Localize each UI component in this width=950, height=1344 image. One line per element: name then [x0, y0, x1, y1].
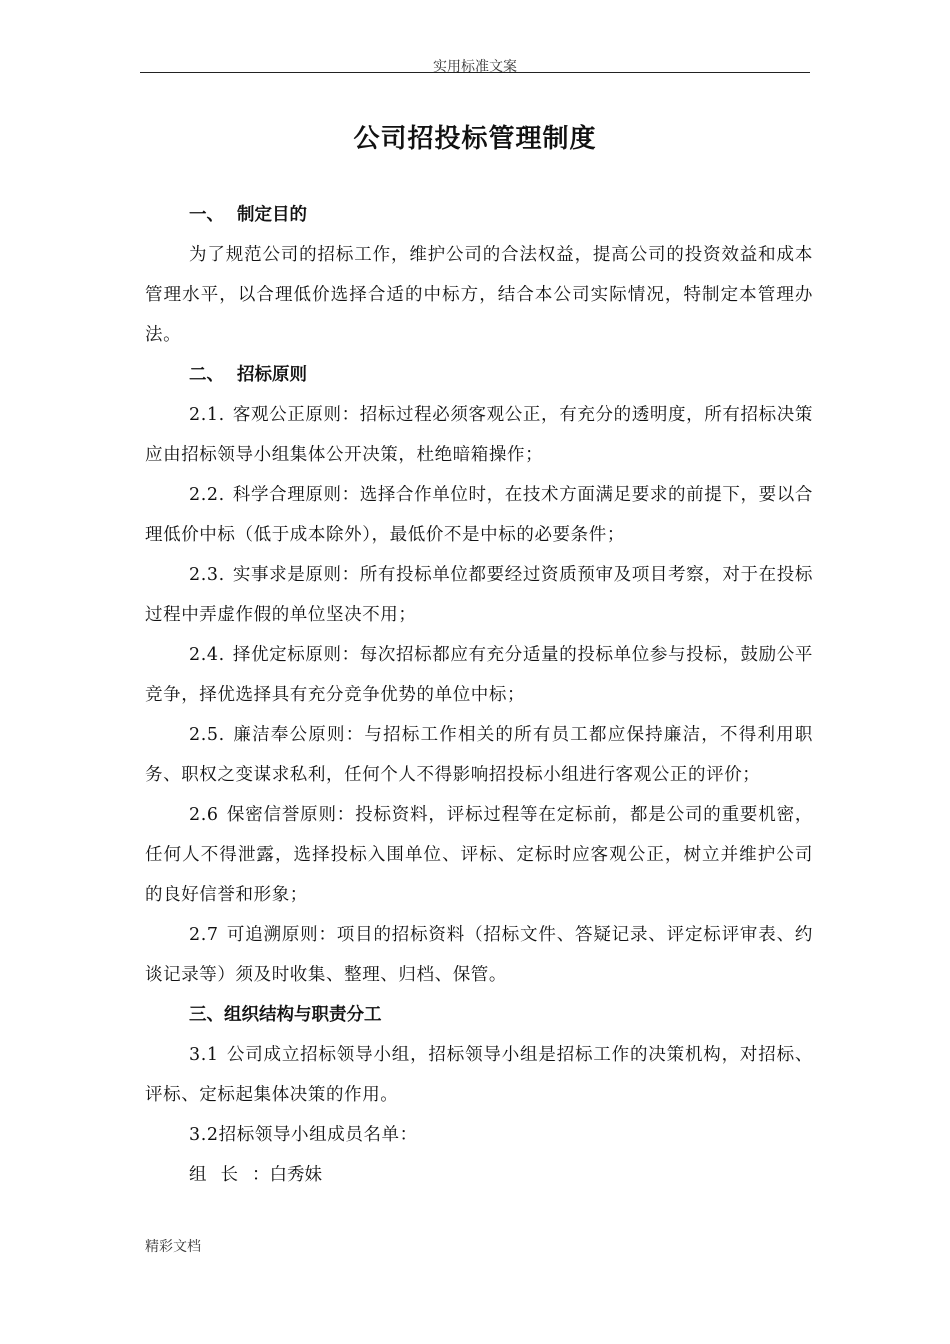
document-body	[145, 195, 813, 1195]
section-label: 招标原则	[237, 365, 307, 385]
section-heading-3: 三、组织结构与职责分工	[189, 1005, 382, 1025]
principle-item	[145, 915, 813, 995]
item-number: 2.2.	[189, 485, 225, 505]
organization-item	[145, 1035, 813, 1115]
item-text: 招标领导小组成员名单：	[218, 1125, 418, 1145]
principle-item	[145, 795, 813, 915]
item-number: 3.1	[189, 1045, 219, 1065]
section-number: 二、	[189, 365, 224, 385]
item-text: 科学合理原则：选择合作单位时，在技术方面满足要求的前提下，要以合理低价中标（低于成本除外），最低价不是中标的必要条件；	[145, 485, 813, 545]
item-number: 2.4.	[189, 645, 225, 665]
member-name: 白秀妹	[269, 1165, 322, 1185]
organization-item	[145, 1115, 813, 1155]
member-role: 组长	[189, 1165, 252, 1185]
item-text: 廉洁奉公原则：与招标工作相关的所有员工都应保持廉洁，不得利用职务、职权之变谋求私利，任何个人不得影响招投标小组进行客观公正的评价；	[145, 725, 813, 785]
item-number: 2.5.	[189, 725, 225, 745]
principle-item	[145, 635, 813, 715]
item-number: 3.2	[189, 1125, 219, 1145]
page-header-text: 实用标准文案	[433, 59, 517, 75]
member-line	[145, 1155, 813, 1195]
page-footer-text: 精彩文档	[145, 1239, 201, 1255]
item-number: 2.3.	[189, 565, 225, 585]
section-label: 制定目的	[237, 205, 307, 225]
item-text: 择优定标原则：每次招标都应有充分适量的投标单位参与投标，鼓励公平竞争，择优选择具有充分竞争优势的单位中标；	[145, 645, 813, 705]
item-text: 客观公正原则：招标过程必须客观公正，有充分的透明度，所有招标决策应由招标领导小组集体公开决策，杜绝暗箱操作；	[145, 405, 813, 465]
item-number: 2.1.	[189, 405, 225, 425]
item-text: 保密信誉原则：投标资料，评标过程等在定标前，都是公司的重要机密，任何人不得泄露，选择投标入围单位、评标、定标时应客观公正，树立并维护公司的良好信誉和形象；	[145, 805, 813, 905]
principle-item	[145, 715, 813, 795]
document-title: 公司招投标管理制度	[353, 124, 597, 154]
paragraph-purpose: 为了规范公司的招标工作，维护公司的合法权益，提高公司的投资效益和成本管理水平，以合理低价选择合适的中标方，结合本公司实际情况，特制定本管理办法。	[145, 245, 813, 345]
item-text: 可追溯原则：项目的招标资料（招标文件、答疑记录、评定标评审表、约谈记录等）须及时收集、整理、归档、保管。	[145, 925, 813, 985]
principle-item	[145, 475, 813, 555]
item-text: 公司成立招标领导小组，招标领导小组是招标工作的决策机构，对招标、评标、定标起集体决策的作用。	[145, 1045, 813, 1105]
section-heading-1	[145, 195, 813, 235]
item-number: 2.7	[189, 925, 219, 945]
principle-item	[145, 555, 813, 635]
item-number: 2.6	[189, 805, 219, 825]
item-text: 实事求是原则：所有投标单位都要经过资质预审及项目考察，对于在投标过程中弄虚作假的单位坚决不用；	[145, 565, 813, 625]
section-number: 一、	[189, 205, 224, 225]
header-rule	[140, 72, 810, 73]
member-separator: ：	[252, 1165, 270, 1185]
principle-item	[145, 395, 813, 475]
section-heading-2	[145, 355, 813, 395]
